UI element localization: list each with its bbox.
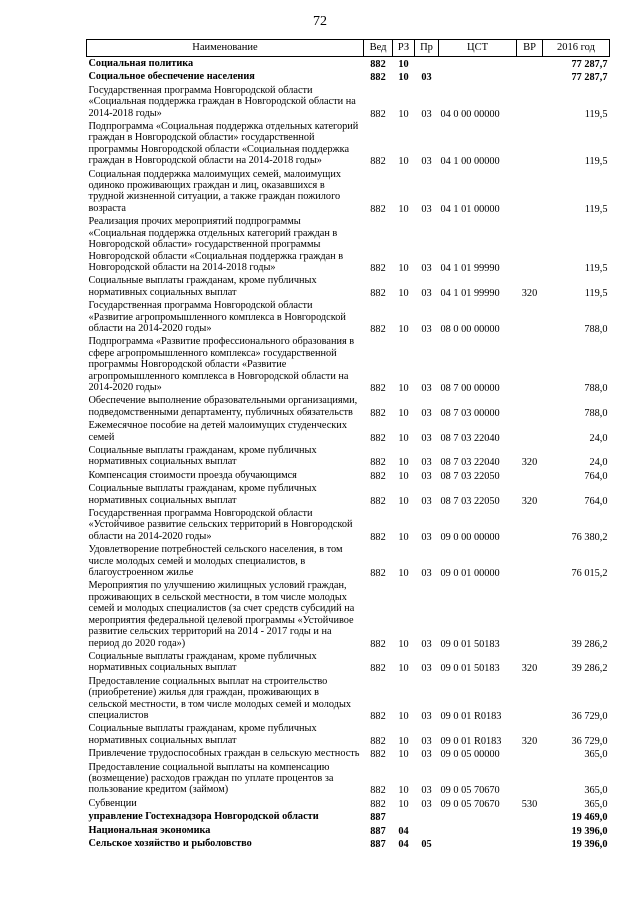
cell-vr (517, 810, 543, 823)
table-row (87, 70, 610, 83)
cell-sum: 119,5 (584, 156, 608, 168)
cell-pr: 03 (421, 663, 432, 675)
cell-rz: 10 (398, 638, 409, 650)
cell-name: Социальные выплаты гражданам, кроме публичных нормативных социальных выплат (88, 445, 317, 468)
table-row (87, 579, 610, 649)
cell-name: Государственная программа Новгородской области «Развитие агропромышленного комплекса в Новгородской области на 2014-2020 годы» (88, 300, 346, 334)
cell-pr: 03 (421, 735, 432, 747)
cell-rz (393, 810, 415, 823)
cell-vr: 530 (521, 798, 538, 810)
table-row (87, 675, 610, 723)
cell-vr (517, 299, 543, 335)
cell-vr (517, 419, 543, 444)
cell-pr: 03 (421, 638, 432, 650)
cell-cst (439, 824, 517, 837)
cell-cst (439, 810, 517, 823)
cell-vr (517, 84, 543, 120)
cell-vr (517, 675, 543, 723)
cell-sum: 24,0 (589, 432, 608, 444)
table-row (87, 394, 610, 419)
cell-sum: 36 729,0 (571, 710, 608, 722)
cell-name: Предоставление социальных выплат на строительство (приобретение) жилья для граждан, проживающих в сельской местности, в том числе молодых семей и молодых специалистов (88, 675, 352, 721)
cell-pr: 03 (421, 72, 432, 84)
cell-vr: 320 (521, 495, 538, 507)
cell-name: Национальная экономика (88, 824, 211, 836)
cell-vr (517, 394, 543, 419)
cell-sum: 788,0 (584, 407, 608, 419)
cell-vr (517, 824, 543, 837)
cell-ved: 882 (370, 323, 386, 335)
cell-ved: 882 (370, 382, 386, 394)
cell-rz: 10 (398, 203, 409, 215)
table-row (87, 747, 610, 760)
cell-name: Социальные выплаты гражданам, кроме публичных нормативных социальных выплат (88, 483, 317, 506)
cell-sum: 77 287,7 (571, 59, 608, 70)
cell-cst: 09 0 01 R0183 (440, 710, 502, 722)
cell-ved: 882 (370, 638, 386, 650)
cell-pr: 03 (421, 407, 432, 419)
cell-cst: 04 1 00 00000 (440, 156, 500, 168)
cell-ved: 882 (370, 663, 386, 675)
cell-vr (517, 335, 543, 394)
cell-vr: 320 (521, 735, 538, 747)
cell-cst (439, 57, 517, 71)
table-row (87, 57, 610, 71)
cell-vr (517, 507, 543, 543)
header-sum: 2016 год (543, 40, 610, 57)
cell-rz: 10 (398, 470, 409, 482)
cell-sum: 119,5 (584, 203, 608, 215)
cell-rz: 10 (398, 457, 409, 469)
cell-rz: 10 (398, 156, 409, 168)
cell-name: Сельское хозяйство и рыболовство (88, 838, 252, 849)
table-row (87, 722, 610, 747)
cell-sum: 119,5 (584, 287, 608, 299)
cell-cst: 04 1 01 00000 (440, 203, 500, 215)
cell-cst: 08 7 03 22040 (440, 457, 500, 469)
header-vr: ВР (517, 40, 543, 57)
cell-pr: 03 (421, 287, 432, 299)
cell-name: Социальная политика (88, 58, 194, 69)
cell-ved: 882 (370, 432, 386, 444)
table-header (87, 40, 610, 57)
cell-cst: 04 0 00 00000 (440, 108, 500, 120)
table-row (87, 469, 610, 482)
cell-pr: 03 (421, 495, 432, 507)
cell-ved: 882 (370, 495, 386, 507)
cell-pr: 03 (421, 108, 432, 120)
cell-name: Ежемесячное пособие на детей малоимущих студенческих семей (88, 420, 347, 443)
cell-name: Социальная поддержка малоимущих семей, малоимущих одиноко проживающих граждан и лиц, оказавшихся в трудной жизненной ситуации, а также граждан пожилого возраста (88, 168, 341, 214)
cell-cst: 09 0 05 00000 (440, 749, 500, 761)
cell-vr (517, 215, 543, 274)
cell-rz: 10 (398, 749, 409, 761)
cell-sum: 76 380,2 (571, 531, 608, 543)
cell-name: Социальные выплаты гражданам, кроме публичных нормативных социальных выплат (88, 650, 317, 674)
cell-ved: 882 (370, 735, 386, 747)
cell-vr (517, 761, 543, 797)
cell-sum: 365,0 (584, 749, 608, 761)
cell-ved: 882 (370, 457, 386, 469)
cell-cst: 09 0 01 R0183 (440, 735, 502, 747)
cell-rz: 10 (398, 432, 409, 444)
cell-pr: 03 (421, 568, 432, 580)
cell-ved: 882 (370, 710, 386, 722)
cell-ved: 882 (370, 749, 386, 761)
table-row (87, 543, 610, 579)
table-row (87, 810, 610, 823)
cell-pr: 03 (421, 798, 432, 810)
cell-vr (517, 469, 543, 482)
cell-cst: 08 7 03 22040 (440, 432, 500, 444)
header-ved: Вед (364, 40, 393, 57)
cell-sum: 19 469,0 (571, 812, 608, 824)
cell-cst: 08 7 03 22050 (440, 470, 500, 482)
cell-rz: 10 (398, 710, 409, 722)
cell-sum: 365,0 (584, 785, 608, 797)
page-number: 72 (313, 14, 327, 29)
cell-cst: 08 0 00 00000 (440, 323, 500, 335)
cell-cst: 09 0 01 00000 (440, 568, 500, 580)
cell-rz: 10 (398, 323, 409, 335)
cell-pr: 03 (421, 749, 432, 761)
cell-name: Социальное обеспечение населения (88, 71, 255, 83)
cell-pr: 03 (421, 323, 432, 335)
cell-name: Мероприятия по улучшению жилищных условий граждан, проживающих в сельской местности, в том числе молодых семей и молодых специалистов (за счет средств субсидий на мероприятия федеральной целевой программы «Устойчивое развитие сельских территорий на 2014 - 2017 годы и на период до 2020 года») (88, 580, 355, 649)
cell-name: Подпрограмма «Развитие профессионального образования в сфере агропромышленного комплекса» государственной программы Новгородской области «Развитие агропромышленного комплекса в Новгородской области на 2014-2020 годы» (88, 336, 355, 393)
table-row (87, 299, 610, 335)
cell-cst: 08 7 03 22050 (440, 495, 500, 507)
cell-rz: 10 (398, 663, 409, 675)
cell-sum: 39 286,2 (571, 638, 608, 650)
cell-rz: 04 (398, 839, 409, 850)
cell-ved: 882 (370, 470, 386, 482)
cell-name: Удовлетворение потребностей сельского населения, в том числе молодых семей и молодых специалистов, в благоустроенном жилье (88, 544, 343, 579)
cell-rz: 10 (398, 798, 409, 810)
cell-rz: 10 (398, 785, 409, 797)
cell-rz: 10 (398, 287, 409, 299)
cell-sum: 36 729,0 (571, 735, 608, 747)
cell-rz: 10 (398, 382, 409, 394)
table-row (87, 837, 610, 850)
cell-rz: 04 (398, 825, 409, 837)
header-name: Наименование (87, 40, 364, 57)
table-row (87, 168, 610, 216)
cell-rz: 10 (398, 108, 409, 120)
cell-sum: 119,5 (584, 262, 608, 274)
table-row (87, 335, 610, 394)
header-row (87, 40, 610, 57)
cell-sum: 39 286,2 (571, 663, 608, 675)
cell-rz: 10 (398, 531, 409, 543)
cell-pr: 03 (421, 531, 432, 543)
table-row (87, 797, 610, 810)
cell-ved: 882 (370, 262, 386, 274)
cell-pr (415, 810, 439, 823)
cell-vr: 320 (521, 457, 538, 469)
cell-cst: 04 1 01 99990 (440, 262, 500, 274)
cell-ved: 882 (370, 798, 386, 810)
cell-rz: 10 (398, 735, 409, 747)
cell-ved: 882 (370, 72, 386, 84)
table-row (87, 215, 610, 274)
cell-rz: 10 (398, 495, 409, 507)
cell-sum: 119,5 (584, 108, 608, 120)
cell-ved: 882 (370, 407, 386, 419)
cell-name: Государственная программа Новгородской области «Социальная поддержка граждан в Новгородской области на 2014-2018 годы» (88, 84, 356, 119)
cell-ved: 882 (370, 287, 386, 299)
table-row (87, 419, 610, 444)
table-row (87, 824, 610, 837)
cell-rz: 10 (398, 568, 409, 580)
cell-ved: 887 (370, 839, 386, 850)
cell-ved: 882 (370, 203, 386, 215)
cell-cst (439, 837, 517, 850)
cell-rz: 10 (398, 407, 409, 419)
table-row (87, 507, 610, 543)
cell-ved: 887 (370, 825, 386, 837)
cell-pr (415, 57, 439, 71)
cell-pr: 03 (421, 382, 432, 394)
cell-cst: 08 7 03 00000 (440, 407, 500, 419)
cell-vr (517, 120, 543, 168)
cell-sum: 764,0 (584, 470, 608, 482)
cell-name: Реализация прочих мероприятий подпрограммы «Социальная поддержка отдельных категорий граждан в Новгородской области» государственной программы Новгородской области «Социальная поддержка граждан в Новгородской области на 2014-2018 годы» (88, 216, 344, 273)
table-body (87, 57, 610, 851)
cell-cst: 04 1 01 99990 (440, 287, 500, 299)
cell-sum: 19 396,0 (571, 825, 608, 837)
cell-ved: 882 (370, 568, 386, 580)
cell-sum: 788,0 (584, 323, 608, 335)
cell-name: Компенсация стоимости проезда обучающимся (88, 469, 297, 481)
cell-name: Социальные выплаты гражданам, кроме публичных нормативных социальных выплат (88, 275, 317, 298)
cell-name: Обеспечение выполнение образовательными организациями, подведомственными департаменту, публичных обязательств (88, 395, 358, 418)
cell-pr: 03 (421, 262, 432, 274)
cell-cst: 09 0 05 70670 (440, 798, 500, 810)
cell-cst (439, 70, 517, 83)
cell-name: управление Гостехнадзора Новгородской области (88, 811, 319, 823)
cell-vr (517, 57, 543, 71)
cell-name: Государственная программа Новгородской области «Устойчивое развитие сельских территорий в Новгородской области на 2014-2020 годы» (88, 508, 353, 542)
cell-pr: 03 (421, 156, 432, 168)
cell-cst: 09 0 00 00000 (440, 531, 500, 543)
cell-vr (517, 70, 543, 83)
cell-name: Привлечение трудоспособных граждан в сельскую местность (88, 748, 360, 760)
cell-ved: 882 (370, 785, 386, 797)
cell-pr: 05 (421, 839, 432, 850)
cell-ved: 882 (370, 59, 386, 70)
cell-pr (415, 824, 439, 837)
cell-pr: 03 (421, 457, 432, 469)
cell-sum: 76 015,2 (571, 568, 608, 580)
cell-vr (517, 579, 543, 649)
cell-rz: 10 (398, 262, 409, 274)
table-row (87, 274, 610, 299)
table-row (87, 482, 610, 507)
cell-vr (517, 837, 543, 850)
cell-name: Социальные выплаты гражданам, кроме публичных нормативных социальных выплат (88, 723, 317, 746)
cell-name: Подпрограмма «Социальная поддержка отдельных категорий граждан в Новгородской области» государственной программы Новгородской области «Социальная поддержка граждан в Новгородской области на 2014-2018 годы» (88, 121, 359, 167)
cell-sum: 24,0 (589, 457, 608, 469)
cell-pr: 03 (421, 203, 432, 215)
budget-table (86, 39, 610, 850)
cell-vr (517, 747, 543, 760)
cell-vr: 320 (521, 663, 538, 675)
header-cst: ЦСТ (439, 40, 517, 57)
cell-sum: 19 396,0 (571, 839, 608, 850)
cell-pr: 03 (421, 432, 432, 444)
header-rz: РЗ (393, 40, 415, 57)
table-row (87, 650, 610, 675)
cell-sum: 365,0 (584, 798, 608, 810)
cell-ved: 887 (370, 812, 386, 824)
cell-rz: 10 (398, 72, 409, 84)
cell-ved: 882 (370, 531, 386, 543)
table-row (87, 120, 610, 168)
cell-cst: 09 0 01 50183 (440, 663, 500, 675)
cell-sum: 788,0 (584, 382, 608, 394)
cell-vr: 320 (521, 287, 538, 299)
cell-pr: 03 (421, 710, 432, 722)
table-row (87, 444, 610, 469)
table-row (87, 761, 610, 797)
cell-name: Субвенции (88, 797, 137, 809)
cell-ved: 882 (370, 156, 386, 168)
cell-pr: 03 (421, 470, 432, 482)
cell-sum: 77 287,7 (571, 72, 608, 84)
cell-ved: 882 (370, 108, 386, 120)
cell-pr: 03 (421, 785, 432, 797)
cell-vr (517, 543, 543, 579)
cell-sum: 764,0 (584, 495, 608, 507)
table-row (87, 84, 610, 120)
cell-rz: 10 (398, 59, 409, 70)
cell-cst: 09 0 01 50183 (440, 638, 500, 650)
cell-name: Предоставление социальной выплаты на компенсацию (возмещение) расходов граждан по уплате процентов за пользование кредитом (займом) (88, 761, 334, 796)
cell-vr (517, 168, 543, 216)
cell-cst: 08 7 00 00000 (440, 382, 500, 394)
cell-cst: 09 0 05 70670 (440, 785, 500, 797)
header-pr: Пр (415, 40, 439, 57)
